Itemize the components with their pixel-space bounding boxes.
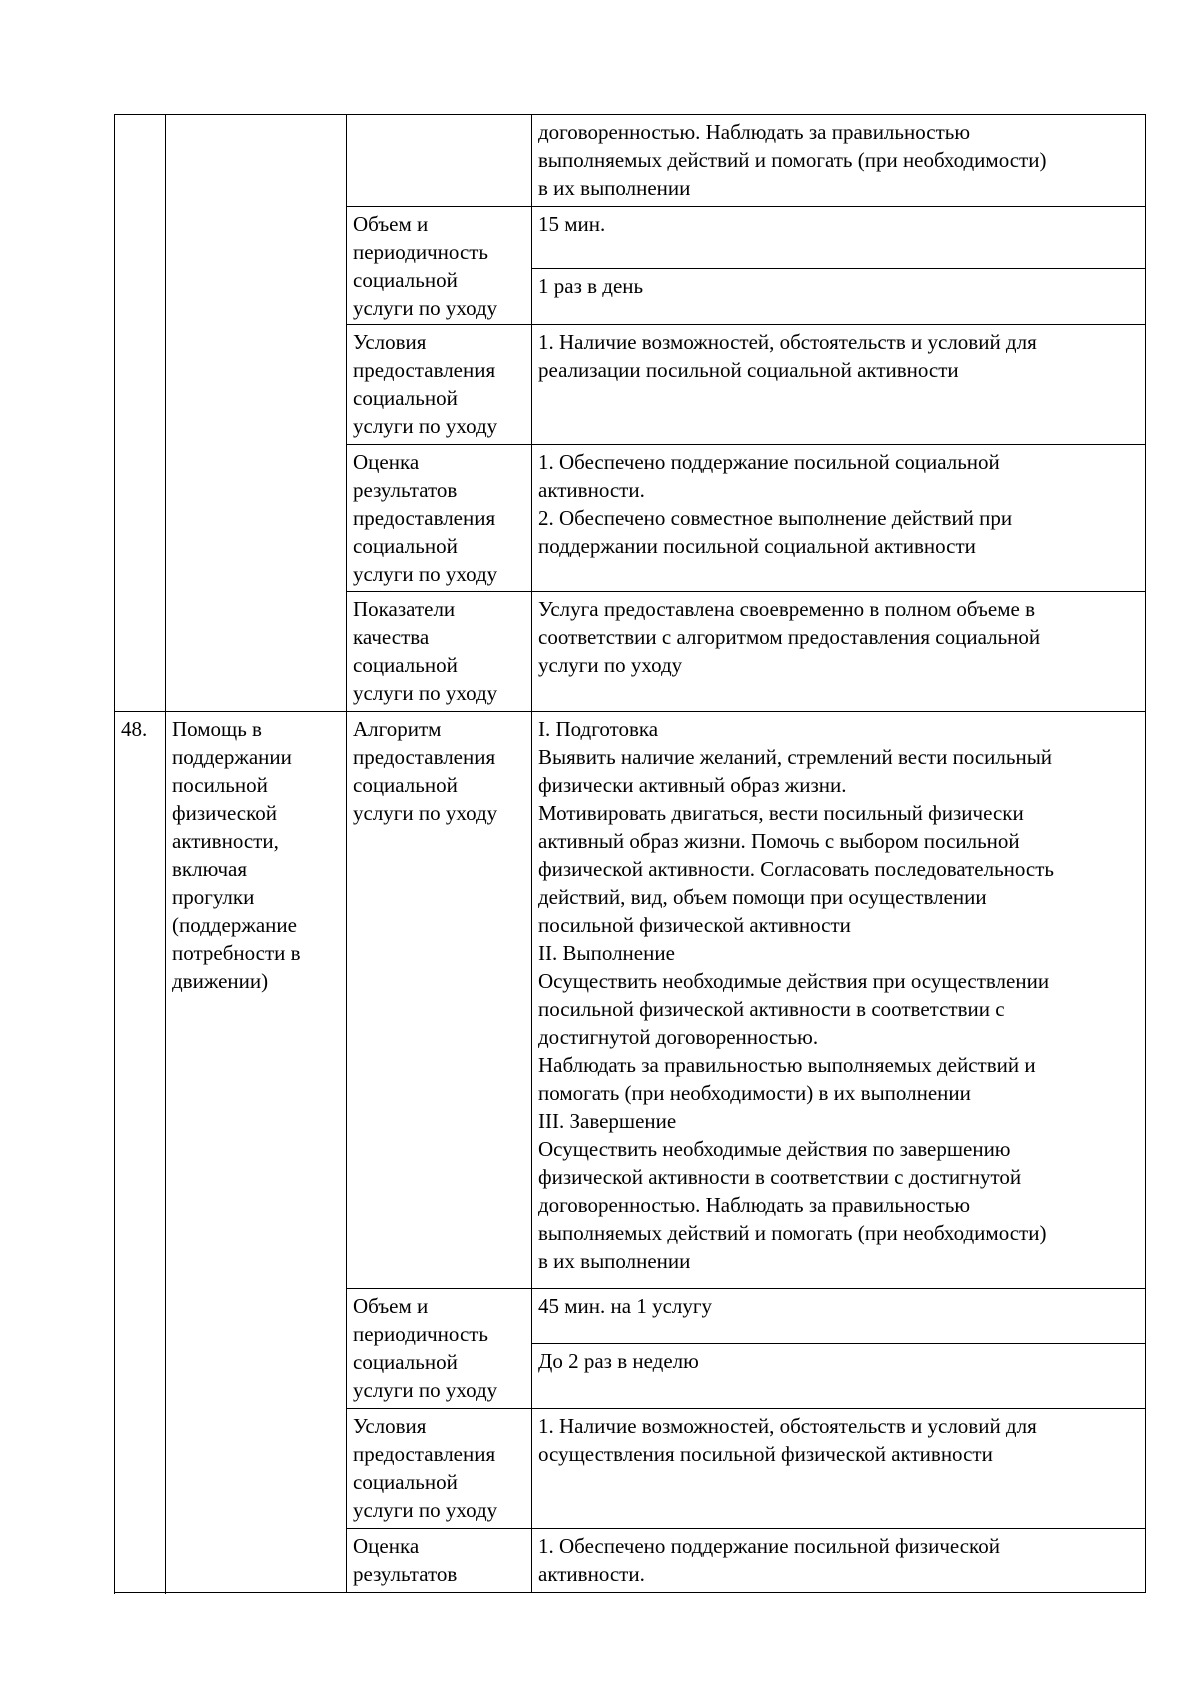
text-line: 15 мин. bbox=[538, 212, 606, 236]
text-line: предоставления bbox=[353, 745, 496, 769]
text-line: предоставления bbox=[353, 358, 496, 382]
conditions-label-cell bbox=[347, 1409, 532, 1529]
text-line: предоставления bbox=[353, 1442, 496, 1466]
service-name-cell bbox=[166, 115, 347, 712]
param-label-cell bbox=[347, 115, 532, 207]
text-line: поддержании посильной социальной активности bbox=[538, 534, 976, 558]
services-table bbox=[114, 114, 1146, 1593]
text-line: Оценка bbox=[353, 1534, 420, 1558]
algorithm-continuation-cell bbox=[532, 115, 1146, 207]
quality-value-cell bbox=[532, 592, 1146, 712]
text-line: 2. Обеспечено совместное выполнение действий при bbox=[538, 506, 1013, 530]
text-line: реализации посильной социальной активности bbox=[538, 358, 959, 382]
text-line: договоренностью. Наблюдать за правильностью bbox=[538, 120, 971, 144]
text-line: посильной физической активности в соответствии с bbox=[538, 997, 1005, 1021]
text-line: в их выполнении bbox=[538, 1249, 691, 1273]
text-line: предоставления bbox=[353, 506, 496, 530]
row-number-cell bbox=[115, 115, 166, 712]
text-line: Объем и bbox=[353, 1294, 429, 1318]
text-line: услуги по уходу bbox=[353, 1378, 498, 1402]
text-line: III. Завершение bbox=[538, 1109, 677, 1133]
text-line: услуги по уходу bbox=[353, 1498, 498, 1522]
text-line: осуществления посильной физической активности bbox=[538, 1442, 993, 1466]
text-line: договоренностью. Наблюдать за правильностью bbox=[538, 1193, 971, 1217]
text-line: в их выполнении bbox=[538, 176, 691, 200]
volume-label-cell bbox=[347, 1289, 532, 1409]
text-line: Осуществить необходимые действия при осуществлении bbox=[538, 969, 1050, 993]
text-line: результатов bbox=[353, 1562, 458, 1586]
text-line: Оценка bbox=[353, 450, 420, 474]
text-line: периодичность bbox=[353, 1322, 489, 1346]
text-line: Условия bbox=[353, 1414, 427, 1438]
text-line: социальной bbox=[353, 1350, 458, 1374]
evaluation-label-cell bbox=[347, 1529, 532, 1593]
text-line: Наблюдать за правильностью выполняемых действий и bbox=[538, 1053, 1036, 1077]
volume-value-cell bbox=[532, 207, 1146, 269]
text-line: услуги по уходу bbox=[353, 801, 498, 825]
text-line: социальной bbox=[353, 534, 458, 558]
quality-label-cell bbox=[347, 592, 532, 712]
text-line: услуги по уходу bbox=[353, 681, 498, 705]
volume-label-cell bbox=[347, 207, 532, 325]
text-line: достигнутой договоренностью. bbox=[538, 1025, 819, 1049]
text-line: посильной физической активности bbox=[538, 913, 851, 937]
text-line: социальной bbox=[353, 1470, 458, 1494]
text-line: социальной bbox=[353, 773, 458, 797]
text-line: услуги по уходу bbox=[353, 562, 498, 586]
text-line: прогулки bbox=[172, 885, 255, 909]
text-line: 1. Обеспечено поддержание посильной социальной bbox=[538, 450, 1000, 474]
text-line: физической активности. Согласовать последовательность bbox=[538, 857, 1054, 881]
table-row bbox=[115, 115, 1146, 207]
text-line: 45 мин. на 1 услугу bbox=[538, 1294, 712, 1318]
text-line: услуги по уходу bbox=[353, 296, 498, 320]
volume-value-cell bbox=[532, 1289, 1146, 1344]
text-line: активности, bbox=[172, 829, 279, 853]
text-line: помогать (при необходимости) в их выполнении bbox=[538, 1081, 971, 1105]
text-line: услуги по уходу bbox=[353, 414, 498, 438]
text-line: активный образ жизни. Помочь с выбором посильной bbox=[538, 829, 1020, 853]
periodicity-value-cell bbox=[532, 1344, 1146, 1409]
text-line: потребности в bbox=[172, 941, 301, 965]
text-line: действий, вид, объем помощи при осуществлении bbox=[538, 885, 987, 909]
text-line: 1. Наличие возможностей, обстоятельств и условий для bbox=[538, 1414, 1037, 1438]
text-line: включая bbox=[172, 857, 248, 881]
text-line: Услуга предоставлена своевременно в полном объеме в bbox=[538, 597, 1035, 621]
periodicity-value-cell bbox=[532, 269, 1146, 325]
text-line: качества bbox=[353, 625, 430, 649]
algorithm-value-cell bbox=[532, 712, 1146, 1289]
text-line: 1 раз в день bbox=[538, 274, 644, 298]
text-line: социальной bbox=[353, 653, 458, 677]
text-line: Алгоритм bbox=[353, 717, 442, 741]
table-row bbox=[115, 712, 1146, 1289]
text-line: Показатели bbox=[353, 597, 456, 621]
text-line: активности. bbox=[538, 1562, 645, 1586]
text-line: услуги по уходу bbox=[538, 653, 683, 677]
text-line: физической активности в соответствии с достигнутой bbox=[538, 1165, 1022, 1189]
text-line: Выявить наличие желаний, стремлений вести посильный bbox=[538, 745, 1053, 769]
conditions-label-cell bbox=[347, 325, 532, 445]
row-number: 48. bbox=[121, 717, 148, 741]
text-line: движении) bbox=[172, 969, 269, 993]
text-line: активности. bbox=[538, 478, 645, 502]
text-line: физически активный образ жизни. bbox=[538, 773, 847, 797]
evaluation-value-cell bbox=[532, 1529, 1146, 1593]
text-line: выполняемых действий и помогать (при необходимости) bbox=[538, 148, 1047, 172]
text-line: социальной bbox=[353, 268, 458, 292]
text-line: I. Подготовка bbox=[538, 717, 659, 741]
text-line: 1. Обеспечено поддержание посильной физической bbox=[538, 1534, 1000, 1558]
conditions-value-cell bbox=[532, 1409, 1146, 1529]
text-line: Помощь в bbox=[172, 717, 262, 741]
service-name-cell bbox=[166, 712, 347, 1593]
algorithm-label-cell bbox=[347, 712, 532, 1289]
conditions-value-cell bbox=[532, 325, 1146, 445]
text-line: Объем и bbox=[353, 212, 429, 236]
text-line: физической bbox=[172, 801, 277, 825]
text-line: посильной bbox=[172, 773, 268, 797]
evaluation-value-cell bbox=[532, 445, 1146, 592]
text-line: II. Выполнение bbox=[538, 941, 675, 965]
text-line: До 2 раз в неделю bbox=[538, 1349, 699, 1373]
row-number-cell bbox=[115, 712, 166, 1593]
evaluation-label-cell bbox=[347, 445, 532, 592]
text-line: Условия bbox=[353, 330, 427, 354]
text-line: результатов bbox=[353, 478, 458, 502]
text-line: выполняемых действий и помогать (при необходимости) bbox=[538, 1221, 1047, 1245]
text-line: социальной bbox=[353, 386, 458, 410]
text-line: Мотивировать двигаться, вести посильный физически bbox=[538, 801, 1024, 825]
text-line: 1. Наличие возможностей, обстоятельств и условий для bbox=[538, 330, 1037, 354]
text-line: Осуществить необходимые действия по завершению bbox=[538, 1137, 1011, 1161]
text-line: периодичность bbox=[353, 240, 489, 264]
text-line: поддержании bbox=[172, 745, 292, 769]
text-line: соответствии с алгоритмом предоставления социальной bbox=[538, 625, 1041, 649]
text-line: (поддержание bbox=[172, 913, 297, 937]
